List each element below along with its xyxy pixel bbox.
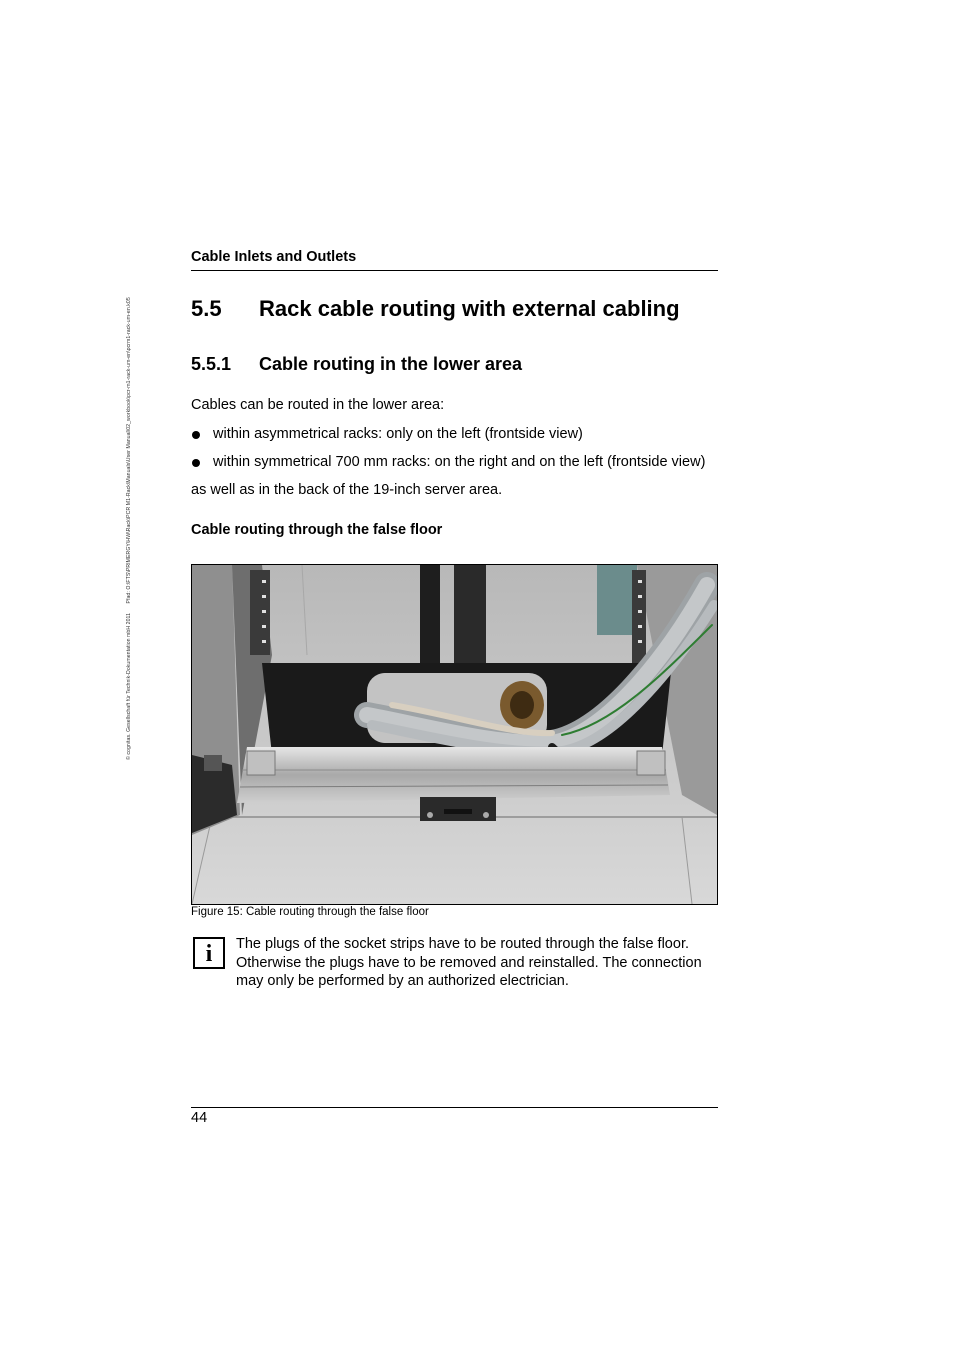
section-heading: [191, 296, 751, 322]
rack-photo-illustration: [192, 565, 717, 904]
bullet-dot: [192, 431, 200, 439]
footer-rule: [191, 1107, 718, 1108]
list-item-text: within asymmetrical racks: only on the left (frontside view): [213, 426, 583, 442]
page-number: 44: [191, 1110, 208, 1126]
subsection-number: 5.5.1: [191, 354, 232, 374]
running-head: Cable Inlets and Outlets: [191, 249, 718, 271]
section-number: 5.5: [191, 296, 222, 321]
subheading: Cable routing through the false floor: [191, 522, 443, 538]
list-item-text: within symmetrical 700 mm racks: on the right and on the left (frontside view): [213, 454, 706, 470]
note-line: may only be performed by an authorized electrician.: [236, 973, 569, 989]
figure-caption: Figure 15: Cable routing through the false floor: [191, 906, 429, 918]
subsection-heading: [191, 354, 751, 375]
intro-paragraph: Cables can be routed in the lower area:: [191, 397, 445, 413]
note-line: Otherwise the plugs have to be removed and reinstalled. The connection: [236, 954, 702, 971]
subsection-title: Cable routing in the lower area: [259, 354, 523, 374]
info-note: [236, 935, 726, 991]
side-margin-text: [126, 240, 136, 760]
side-file-path: Pfad: O:\FTS\PRIMERGY\HW\Rack\PCR M1-Rack\Manuals\User Manual\02_workbook\pcr-m1-rack-um-en\pcrm1-rack-um-en.k05: [126, 297, 132, 604]
after-bullets-paragraph: as well as in the back of the 19-inch server area.: [191, 482, 503, 498]
figure-photo: [191, 564, 718, 905]
bullet-dot: [192, 459, 200, 467]
side-copyright: © cognitas. Gesellschaft für Technik-Dokumentation mbH 2011: [126, 613, 132, 760]
section-title: Rack cable routing with external cabling: [259, 296, 680, 321]
note-line: The plugs of the socket strips have to be routed through the false floor.: [236, 936, 689, 952]
info-icon: i: [193, 937, 225, 969]
